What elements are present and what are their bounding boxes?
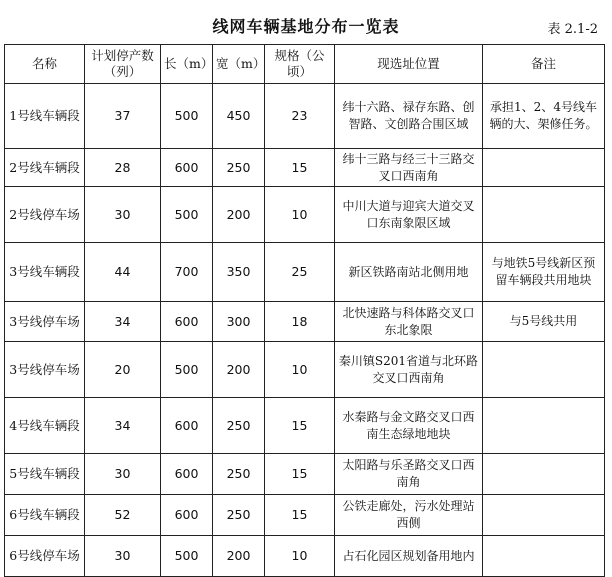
cell-length: 600 bbox=[161, 149, 213, 187]
table-row bbox=[5, 398, 605, 454]
cell-name: 3号线停车场 bbox=[5, 342, 85, 398]
cell-name: 6号线停车场 bbox=[5, 536, 85, 577]
cell-note bbox=[483, 454, 605, 495]
cell-width: 300 bbox=[213, 302, 265, 342]
cell-scale: 23 bbox=[265, 84, 335, 149]
cell-location: 纬十六路、禄存东路、创智路、文创路合围区域 bbox=[335, 84, 483, 149]
table-row bbox=[5, 342, 605, 398]
header-length: 长（m） bbox=[161, 45, 213, 84]
cell-count: 34 bbox=[85, 398, 161, 454]
table-number: 表 2.1-2 bbox=[547, 22, 598, 37]
cell-name: 2号线停车场 bbox=[5, 187, 85, 243]
cell-name: 6号线车辆段 bbox=[5, 495, 85, 536]
cell-scale: 15 bbox=[265, 454, 335, 495]
cell-length: 500 bbox=[161, 342, 213, 398]
cell-location: 水秦路与金文路交叉口西南生态绿地地块 bbox=[335, 398, 483, 454]
cell-note bbox=[483, 495, 605, 536]
cell-count: 34 bbox=[85, 302, 161, 342]
cell-width: 350 bbox=[213, 243, 265, 302]
cell-width: 450 bbox=[213, 84, 265, 149]
table-row bbox=[5, 243, 605, 302]
cell-note: 与5号线共用 bbox=[483, 302, 605, 342]
cell-length: 500 bbox=[161, 84, 213, 149]
cell-name: 3号线停车场 bbox=[5, 302, 85, 342]
cell-scale: 15 bbox=[265, 149, 335, 187]
cell-count: 28 bbox=[85, 149, 161, 187]
cell-name: 4号线车辆段 bbox=[5, 398, 85, 454]
cell-count: 52 bbox=[85, 495, 161, 536]
table-title: 线网车辆基地分布一览表 bbox=[212, 17, 400, 36]
cell-note bbox=[483, 187, 605, 243]
cell-length: 500 bbox=[161, 187, 213, 243]
cell-note: 与地铁5号线新区预留车辆段共用地块 bbox=[483, 243, 605, 302]
cell-length: 500 bbox=[161, 536, 213, 577]
cell-count: 44 bbox=[85, 243, 161, 302]
cell-location: 新区铁路南站北侧用地 bbox=[335, 243, 483, 302]
cell-length: 600 bbox=[161, 398, 213, 454]
cell-location: 秦川镇S201省道与北环路交叉口西南角 bbox=[335, 342, 483, 398]
cell-name: 5号线车辆段 bbox=[5, 454, 85, 495]
cell-length: 600 bbox=[161, 302, 213, 342]
header-location: 现选址位置 bbox=[335, 45, 483, 84]
cell-scale: 25 bbox=[265, 243, 335, 302]
cell-note bbox=[483, 149, 605, 187]
cell-width: 200 bbox=[213, 187, 265, 243]
table-row bbox=[5, 84, 605, 149]
cell-name: 2号线车辆段 bbox=[5, 149, 85, 187]
cell-length: 600 bbox=[161, 454, 213, 495]
cell-name: 3号线车辆段 bbox=[5, 243, 85, 302]
table-row bbox=[5, 302, 605, 342]
header-name: 名称 bbox=[5, 45, 85, 84]
cell-scale: 10 bbox=[265, 536, 335, 577]
cell-width: 250 bbox=[213, 149, 265, 187]
cell-scale: 10 bbox=[265, 342, 335, 398]
cell-width: 250 bbox=[213, 454, 265, 495]
table-row bbox=[5, 536, 605, 577]
cell-location: 太阳路与乐圣路交叉口西南角 bbox=[335, 454, 483, 495]
cell-scale: 15 bbox=[265, 398, 335, 454]
cell-note bbox=[483, 398, 605, 454]
cell-location: 公铁走廊处，污水处理站西侧 bbox=[335, 495, 483, 536]
header-scale: 规格（公顷） bbox=[265, 45, 335, 84]
cell-name: 1号线车辆段 bbox=[5, 84, 85, 149]
cell-location: 占石化园区规划备用地内 bbox=[335, 536, 483, 577]
cell-note bbox=[483, 536, 605, 577]
header-count: 计划停产数（列） bbox=[85, 45, 161, 84]
cell-count: 37 bbox=[85, 84, 161, 149]
cell-width: 250 bbox=[213, 398, 265, 454]
table-row bbox=[5, 454, 605, 495]
table-row bbox=[5, 495, 605, 536]
cell-width: 200 bbox=[213, 342, 265, 398]
header-note: 备注 bbox=[483, 45, 605, 84]
cell-location: 中川大道与迎宾大道交叉口东南象限区域 bbox=[335, 187, 483, 243]
cell-location: 纬十三路与经三十三路交叉口西南角 bbox=[335, 149, 483, 187]
cell-count: 30 bbox=[85, 187, 161, 243]
cell-note bbox=[483, 342, 605, 398]
cell-count: 30 bbox=[85, 536, 161, 577]
cell-scale: 18 bbox=[265, 302, 335, 342]
cell-width: 200 bbox=[213, 536, 265, 577]
depot-distribution-table bbox=[4, 44, 605, 577]
header-row bbox=[5, 45, 605, 84]
cell-scale: 15 bbox=[265, 495, 335, 536]
cell-count: 30 bbox=[85, 454, 161, 495]
cell-location: 北快速路与科体路交叉口东北象限 bbox=[335, 302, 483, 342]
cell-length: 600 bbox=[161, 495, 213, 536]
cell-length: 700 bbox=[161, 243, 213, 302]
cell-count: 20 bbox=[85, 342, 161, 398]
cell-width: 250 bbox=[213, 495, 265, 536]
header-width: 宽（m） bbox=[213, 45, 265, 84]
table-row bbox=[5, 149, 605, 187]
table-row bbox=[5, 187, 605, 243]
cell-note: 承担1、2、4号线车辆的大、架修任务。 bbox=[483, 84, 605, 149]
cell-scale: 10 bbox=[265, 187, 335, 243]
